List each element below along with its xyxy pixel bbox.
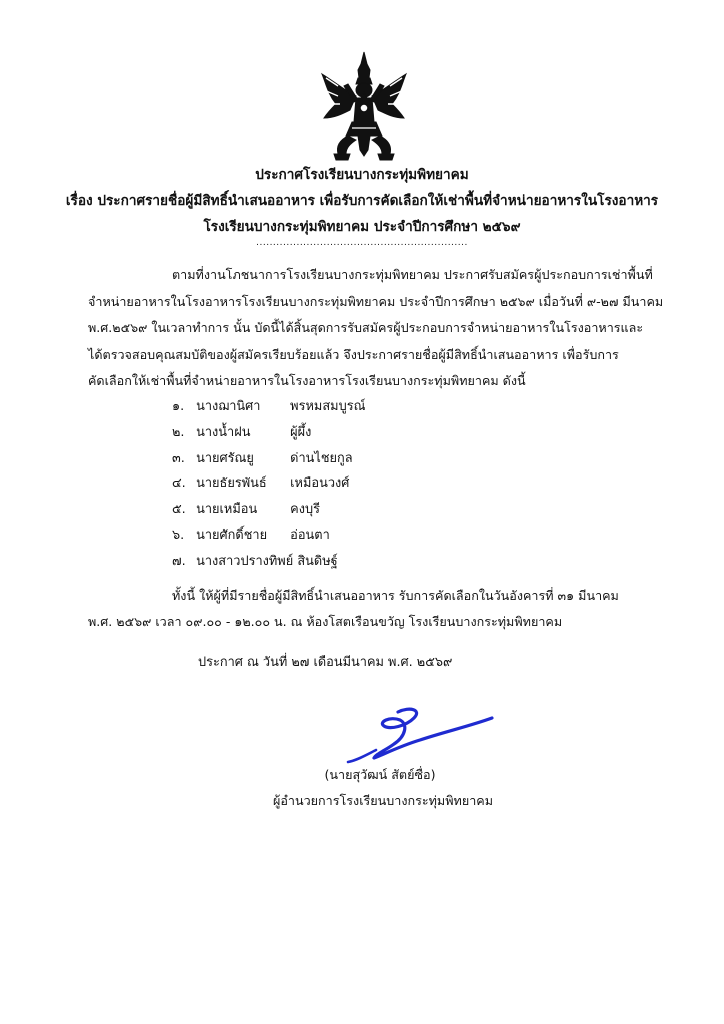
closing-line-2: พ.ศ. ๒๕๖๙ เวลา ๐๙.๐๐ - ๑๒.๐๐ น. ณ ห้องโสตเรือนขวัญ โรงเรียนบางกระทุ่มพิทยาคม [88,614,563,629]
signer-name: (นายสุวัฒน์ สัตย์ซื่อ) [324,767,436,782]
item-number: ๒. [172,424,185,440]
item-number: ๖. [172,527,185,543]
announcement-subject-line2: โรงเรียนบางกระทุ่มพิทยาคม ประจำปีการศึกษา ๒๕๖๙ [203,219,521,235]
candidate-given-name: นายศรัณยู [196,450,254,466]
candidate-family-name: พรหมสมบูรณ์ [290,399,366,414]
announcement-subject: เรื่อง ประกาศรายชื่อผู้มีสิทธิ์นำเสนออาหาร เพื่อรับการคัดเลือกให้เช่าพื้นที่จำหน่ายอาหารในโรงอาหาร [65,193,659,209]
item-number: ๔. [172,476,186,492]
item-number: ๗. [172,553,186,569]
candidate-given-name: นายธัยรพันธ์ [196,476,267,492]
announcement-date: ประกาศ ณ วันที่ ๒๗ เดือนมีนาคม พ.ศ. ๒๕๖๙ [198,655,453,670]
body-line-2: จำหน่ายอาหารในโรงอาหารโรงเรียนบางกระทุ่มพิทยาคม ประจำปีการศึกษา ๒๕๖๙ เมื่อวันที่ ๙-๒๗ มีนาคม [88,294,664,309]
list-item [172,448,365,474]
item-number: ๑. [172,399,185,414]
list-item [172,525,365,551]
list-item [172,422,365,448]
body-line-4: ได้ตรวจสอบคุณสมบัติของผู้สมัครเรียบร้อยแล้ว จึงประกาศรายชื่อผู้มีสิทธิ์นำเสนออาหาร เพื่อรับการ [88,347,619,362]
candidate-family-name: คงบุรี [290,502,320,518]
signer-title: ผู้อำนวยการโรงเรียนบางกระทุ่มพิทยาคม [272,793,494,808]
candidate-given-name: นางน้ำฝน [196,424,251,440]
header-separator: ............................................................... [256,238,468,248]
candidate-family-name: เหมือนวงศ์ [290,476,350,492]
candidate-given-name: นางสาวปรางทิพย์ [196,553,294,569]
item-number: ๓. [172,450,185,466]
body-line-3: พ.ศ.๒๕๖๙ ในเวลาทำการ นั้น บัดนี้ได้สิ้นสุดการรับสมัครผู้ประกอบการจำหน่ายอาหารในโรงอาหารและ [88,320,644,335]
candidate-given-name: นายเหมือน [196,502,258,518]
candidate-family-name: ด่านไชยกูล [290,450,353,466]
list-item [172,396,365,422]
candidate-given-name: นายศักดิ์ชาย [196,527,268,543]
closing-line-1: ทั้งนี้ ให้ผู้ที่มีรายชื่อผู้มีสิทธิ์นำเสนออาหาร รับการคัดเลือกในวันอังคารที่ ๓๑ มีนาคม [172,588,619,603]
candidate-list [172,396,365,577]
list-item [172,551,365,577]
candidate-family-name: ผู้ผึ้ง [290,424,312,440]
item-number: ๕. [172,502,186,518]
announcement-heading: ประกาศโรงเรียนบางกระทุ่มพิทยาคม [255,167,469,183]
candidate-family-name: อ่อนตา [290,527,330,543]
garuda-emblem-icon [318,50,410,162]
list-item [172,473,365,499]
candidate-family-name: สินดิษฐ์ [297,553,338,569]
body-line-5: คัดเลือกให้เช่าพื้นที่จำหน่ายอาหารในโรงอาหารโรงเรียนบางกระทุ่มพิทยาคม ดังนี้ [88,373,526,388]
body-line-1: ตามที่งานโภชนาการโรงเรียนบางกระทุ่มพิทยาคม ประกาศรับสมัครผู้ประกอบการเช่าพื้นที่ [172,267,653,282]
list-item [172,499,365,525]
handwritten-signature-icon [340,704,495,766]
candidate-given-name: นางฌานิศา [196,399,261,414]
